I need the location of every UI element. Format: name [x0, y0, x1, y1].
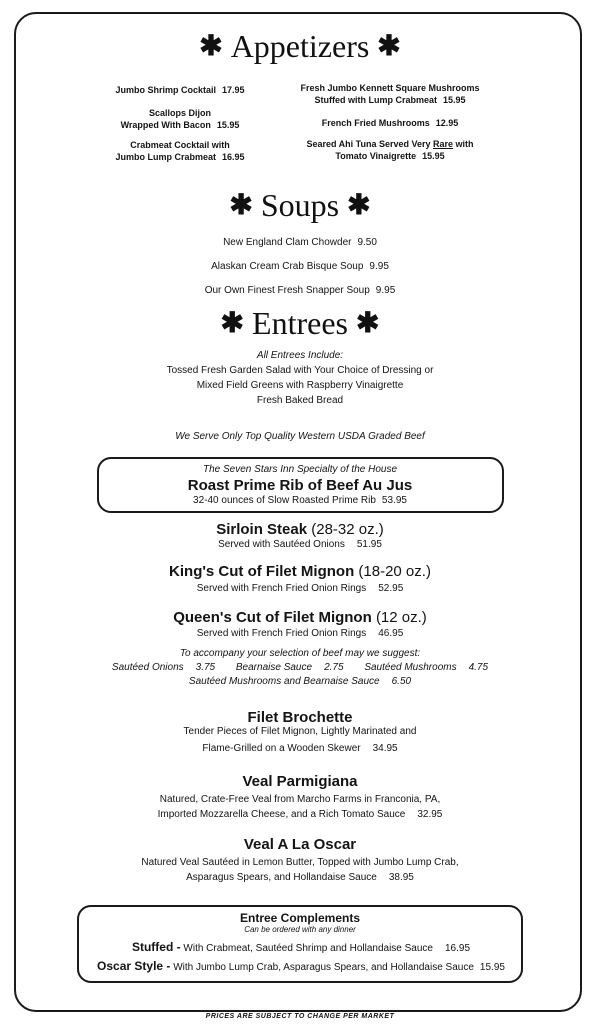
complement-item: Stuffed - With Crabmeat, Sautéed Shrimp and Hollandaise Sauce 16.95 [131, 940, 471, 954]
dish-title: Filet Brochette [247, 709, 353, 726]
appetizer-item: Jumbo Shrimp Cocktail 17.95 [115, 85, 245, 95]
soup-item: Our Own Finest Fresh Snapper Soup 9.95 [204, 285, 396, 296]
dish-desc: Natured, Crate-Free Veal from Marcho Farms in Franconia, PA, [159, 794, 441, 805]
specialty-desc: 32-40 ounces of Slow Roasted Prime Rib 53.95 [193, 495, 407, 506]
accompany-intro: To accompany your selection of beef may we suggest: [179, 648, 421, 659]
soup-item: New England Clam Chowder 9.50 [223, 237, 377, 248]
appetizer-item: French Fried Mushrooms 12.95 [321, 118, 459, 128]
entrees-includes-line: Tossed Fresh Garden Salad with Your Choice of Dressing or [166, 365, 434, 376]
dish-title: Queen's Cut of Filet Mignon (12 oz.) [173, 609, 427, 626]
appetizer-item: Crabmeat Cocktail with Jumbo Lump Crabmeat 16.95 [115, 140, 245, 162]
appetizers-heading: ✱ Appetizers ✱ [199, 28, 401, 64]
dish-title: Sirloin Steak (28-32 oz.) [216, 521, 384, 538]
asterisk-icon: ✱ [229, 190, 253, 221]
accompany-options [0, 660, 600, 675]
entrees-includes-title: All Entrees Include: [256, 350, 344, 361]
entrees-includes-line: Mixed Field Greens with Raspberry Vinaigrette [196, 380, 404, 391]
beef-quality-note: We Serve Only Top Quality Western USDA Graded Beef [175, 431, 425, 442]
appetizer-item: Scallops Dijon Wrapped With Bacon 15.95 [120, 108, 240, 130]
appetizer-item: Seared Ahi Tuna Served Very Rare with Tomato Vinaigrette 15.95 [306, 139, 474, 161]
complement-item: Oscar Style - With Jumbo Lump Crab, Asparagus Spears, and Hollandaise Sauce 15.95 [97, 959, 505, 973]
dish-desc: Served with French Fried Onion Rings 52.95 [196, 583, 404, 594]
dish-desc: Imported Mozzarella Cheese, and a Rich Tomato Sauce 32.95 [157, 809, 443, 820]
entrees-heading: ✱ Entrees ✱ [220, 305, 380, 341]
asterisk-icon: ✱ [377, 31, 401, 62]
asterisk-icon: ✱ [355, 308, 380, 339]
entrees-includes-line: Fresh Baked Bread [256, 395, 344, 406]
dish-desc: Tender Pieces of Filet Mignon, Lightly Marinated and [183, 726, 417, 737]
dish-desc: Served with French Fried Onion Rings 46.95 [196, 628, 404, 639]
specialty-name: Roast Prime Rib of Beef Au Jus [187, 477, 413, 494]
complements-subtitle: Can be ordered with any dinner [244, 925, 356, 934]
dish-desc: Served with Sautéed Onions 51.95 [218, 539, 382, 550]
dish-desc: Flame-Grilled on a Wooden Skewer 34.95 [202, 743, 398, 754]
accompany-combo: Sautéed Mushrooms and Bearnaise Sauce 6.50 [188, 676, 412, 687]
soups-heading: ✱ Soups ✱ [229, 187, 371, 223]
dish-title: King's Cut of Filet Mignon (18-20 oz.) [169, 563, 431, 580]
appetizer-item: Fresh Jumbo Kennett Square Mushrooms Stuffed with Lump Crabmeat 15.95 [300, 83, 480, 105]
price-disclaimer: PRICES ARE SUBJECT TO CHANGE PER MARKET [205, 1013, 395, 1020]
specialty-tagline: The Seven Stars Inn Specialty of the House [203, 464, 397, 475]
accompany-option: Sautéed Onions 3.75 [111, 662, 216, 673]
dish-title: Veal Parmigiana [242, 773, 358, 790]
asterisk-icon: ✱ [347, 190, 371, 221]
dish-title: Veal A La Oscar [243, 836, 357, 853]
accompany-option: Sautéed Mushrooms 4.75 [364, 662, 489, 673]
asterisk-icon: ✱ [199, 31, 223, 62]
dish-desc: Natured Veal Sautéed in Lemon Butter, Topped with Jumbo Lump Crab, [141, 857, 459, 868]
complements-title: Entree Complements [239, 911, 361, 925]
accompany-option: Bearnaise Sauce 2.75 [235, 662, 344, 673]
soup-item: Alaskan Cream Crab Bisque Soup 9.95 [211, 261, 389, 272]
asterisk-icon: ✱ [220, 308, 245, 339]
dish-desc: Asparagus Spears, and Hollandaise Sauce 38.95 [186, 872, 414, 883]
